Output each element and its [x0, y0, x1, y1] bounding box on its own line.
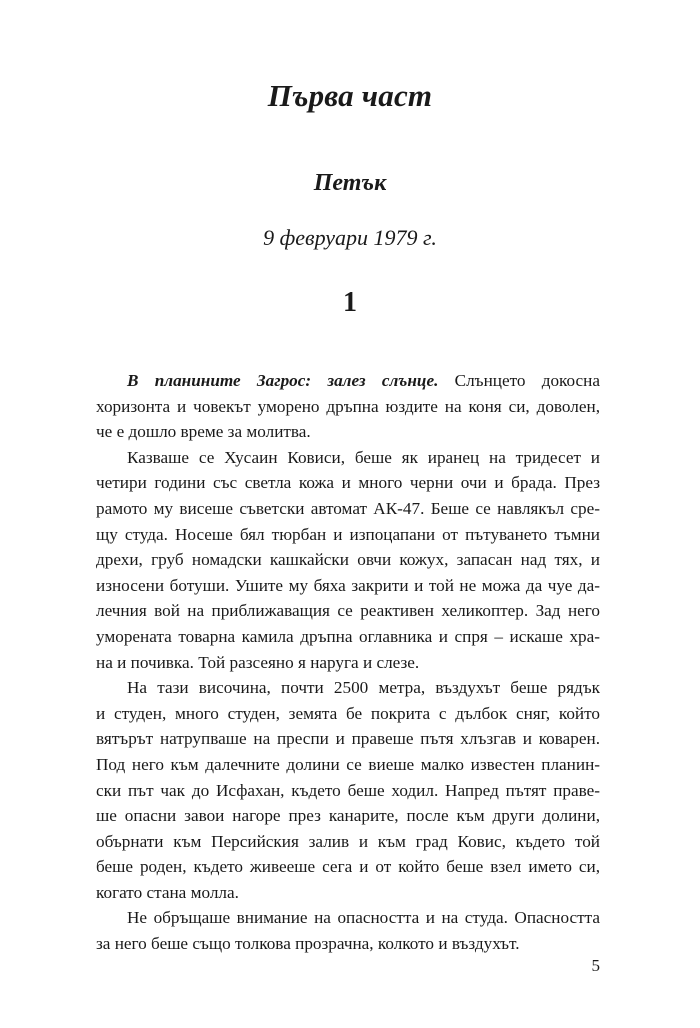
day-title: Петък [313, 170, 387, 196]
paragraph [96, 368, 600, 445]
line-text: Слънцето докосна [438, 371, 601, 390]
lead-in-text: В планините Загрос: залез слънце. [127, 371, 439, 390]
text-line: Под него към далечните долини се виеше малко известен планин- [96, 754, 600, 774]
text-line: щу студа. Носеше бял тюрбан и изпоцапани от пътуването тъмни [96, 524, 600, 544]
text-line: беше роден, където живееше сега и от който беше взел името си, [96, 857, 600, 877]
part-title: Първа част [267, 78, 433, 113]
text-line: ски път чак до Исфахан, където беше ходил. Напред пътят праве- [96, 780, 600, 800]
text-line: ше опасни завои нагоре през канарите, после към други долини, [96, 806, 600, 826]
chapter-number: 1 [343, 287, 357, 318]
text-line: лечния вой на приближаващия се реактивен хеликоптер. Зад него [96, 601, 600, 621]
date-line: 9 февруари 1979 г. [263, 225, 437, 250]
text-line: обърнати към Персийския залив и към град Ковис, където той [96, 831, 600, 851]
chapter-body [96, 368, 600, 957]
paragraph [96, 675, 600, 905]
paragraph [96, 445, 600, 675]
text-line [96, 368, 600, 394]
text-line: На тази височина, почти 2500 метра, въздухът беше рядък [127, 678, 600, 698]
text-line: на и почивка. Той разсеяно я наруга и слезе. [96, 652, 420, 672]
text-line: четири години със светла кожа и много черни очи и брада. През [96, 473, 600, 493]
text-line: вятърът натрупваше на преспи и правеше пътя хлъзгав и коварен. [96, 729, 600, 749]
text-line: износени ботуши. Ушите му бяха закрити и той не можа да чуе да- [96, 575, 600, 595]
paragraph [96, 905, 600, 956]
text-line: за него беше също толкова прозрачна, колкото и въздухът. [96, 934, 520, 954]
text-line: хоризонта и човекът уморено дръпна юздите на коня си, доволен, [96, 396, 600, 416]
text-line: уморената товарна камила дръпна оглавника и спря – искаше хра- [96, 626, 600, 646]
text-line: Не обръщаше внимание на опасността и на студа. Опасността [127, 908, 600, 928]
text-line: рамото му висеше съветски автомат АК-47. Беше се навлякъл сре- [96, 498, 600, 518]
text-line: когато стана молла. [96, 882, 239, 902]
text-line: и студен, много студен, земята бе покрита с дълбок сняг, който [96, 703, 600, 723]
text-line: Казваше се Хусаин Ковиси, беше як иранец на тридесет и [127, 447, 600, 467]
text-line: дрехи, груб номадски кашкайски овчи кожух, запасан над тях, и [96, 550, 600, 570]
page-number: 5 [591, 956, 600, 975]
text-line: че е дошло време за молитва. [96, 422, 311, 442]
